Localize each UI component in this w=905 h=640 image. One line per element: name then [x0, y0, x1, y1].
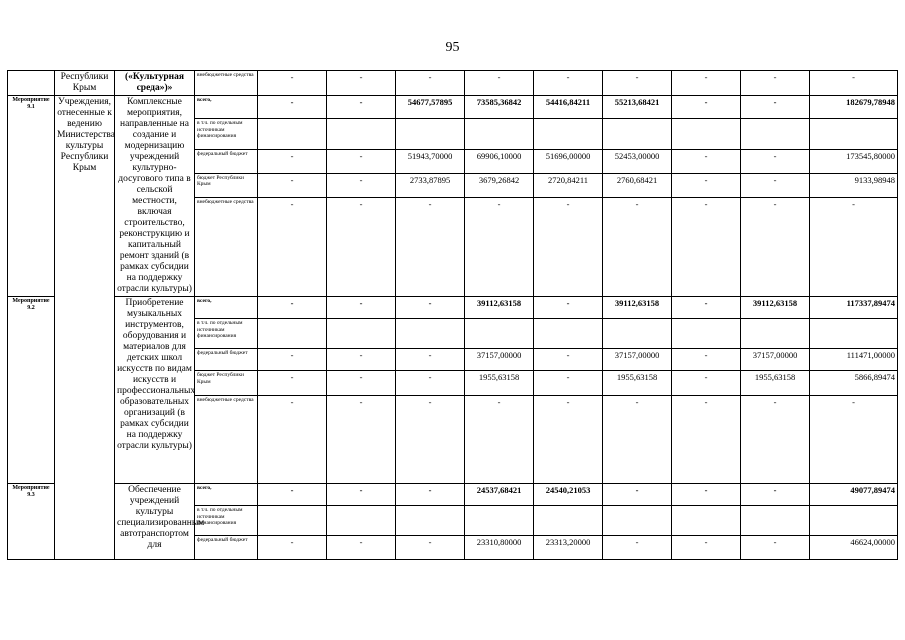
value-cell: - [672, 349, 741, 371]
value-cell: 1955,63158 [465, 371, 534, 396]
empty-cell [327, 506, 396, 536]
event-code-cell: Мероприятие 9.1 [8, 96, 55, 297]
value-cell: - [258, 371, 327, 396]
value-cell: 37157,00000 [465, 349, 534, 371]
value-cell: - [741, 197, 810, 296]
budget-table [7, 70, 898, 560]
empty-cell [258, 319, 327, 349]
empty-cell [810, 119, 898, 149]
funding-source-cell: в т.ч. по отдельным источникам финансирования [195, 319, 258, 349]
empty-cell [327, 119, 396, 149]
empty-cell [672, 119, 741, 149]
value-cell: - [258, 297, 327, 319]
value-cell: 37157,00000 [603, 349, 672, 371]
value-cell: - [741, 484, 810, 506]
value-cell: - [327, 96, 396, 119]
page-number: 95 [445, 40, 460, 55]
value-cell: - [327, 536, 396, 560]
value-cell: 1955,63158 [741, 371, 810, 396]
empty-cell [672, 506, 741, 536]
funding-source-cell: бюджет Республики Крым [195, 173, 258, 197]
value-cell: 182679,78948 [810, 96, 898, 119]
value-cell: - [534, 197, 603, 296]
value-cell: 2760,68421 [603, 173, 672, 197]
value-cell: 3679,26842 [465, 173, 534, 197]
value-cell: - [258, 484, 327, 506]
value-cell: 24537,68421 [465, 484, 534, 506]
value-cell: - [465, 197, 534, 296]
value-cell: 1955,63158 [603, 371, 672, 396]
value-cell: - [327, 371, 396, 396]
value-cell: 73585,36842 [465, 96, 534, 119]
value-cell: - [258, 173, 327, 197]
funding-source-cell: всего, [195, 297, 258, 319]
table-row [8, 484, 898, 506]
value-cell: 23313,20000 [534, 536, 603, 560]
value-cell: - [327, 349, 396, 371]
value-cell: 37157,00000 [741, 349, 810, 371]
value-cell: - [741, 96, 810, 119]
value-cell: - [672, 96, 741, 119]
value-cell: - [672, 396, 741, 484]
table-row [8, 297, 898, 319]
value-cell: - [534, 396, 603, 484]
value-cell: 51943,70000 [396, 149, 465, 173]
responsible-cell: Учреждения, отнесенные к ведению Министерства культуры Республики Крым [55, 96, 115, 560]
responsible-cell: Республики Крым [55, 71, 115, 96]
value-cell: - [258, 96, 327, 119]
value-cell: - [396, 71, 465, 96]
value-cell: - [258, 149, 327, 173]
value-cell: 39112,63158 [741, 297, 810, 319]
value-cell: - [465, 71, 534, 96]
event-code-cell: Мероприятие 9.2 [8, 297, 55, 484]
value-cell: 24540,21053 [534, 484, 603, 506]
value-cell: 39112,63158 [603, 297, 672, 319]
value-cell: 69906,10000 [465, 149, 534, 173]
empty-cell [672, 319, 741, 349]
table-row [8, 96, 898, 119]
value-cell: - [327, 484, 396, 506]
value-cell: - [534, 297, 603, 319]
value-cell: - [396, 297, 465, 319]
empty-cell [741, 119, 810, 149]
value-cell: - [396, 349, 465, 371]
empty-cell [534, 506, 603, 536]
value-cell: - [327, 396, 396, 484]
value-cell: 23310,80000 [465, 536, 534, 560]
value-cell: - [741, 396, 810, 484]
value-cell: 39112,63158 [465, 297, 534, 319]
value-cell: 49077,89474 [810, 484, 898, 506]
value-cell: - [603, 484, 672, 506]
value-cell: - [327, 149, 396, 173]
funding-source-cell: всего, [195, 96, 258, 119]
value-cell: - [603, 396, 672, 484]
value-cell: - [810, 71, 898, 96]
value-cell: - [258, 396, 327, 484]
empty-cell [603, 319, 672, 349]
value-cell: - [396, 371, 465, 396]
value-cell: - [741, 149, 810, 173]
empty-cell [396, 319, 465, 349]
value-cell: 52453,00000 [603, 149, 672, 173]
value-cell: - [672, 197, 741, 296]
value-cell: 46624,00000 [810, 536, 898, 560]
value-cell: - [396, 197, 465, 296]
empty-cell [603, 506, 672, 536]
empty-cell [603, 119, 672, 149]
empty-cell [258, 506, 327, 536]
value-cell: - [396, 484, 465, 506]
empty-cell [741, 319, 810, 349]
value-cell: - [465, 396, 534, 484]
empty-cell [258, 119, 327, 149]
value-cell: 54677,57895 [396, 96, 465, 119]
value-cell: - [258, 197, 327, 296]
empty-cell [534, 319, 603, 349]
value-cell: - [327, 71, 396, 96]
event-name-cell: Приобретение музыкальных инструментов, оборудования и материалов для детских школ искусств по видам искусств и профессиональных образовательных организаций (в рамках субсидии на поддержку отрасли культуры) [115, 297, 195, 484]
event-code-cell: Мероприятие 9.3 [8, 484, 55, 560]
empty-cell [396, 506, 465, 536]
value-cell: - [672, 149, 741, 173]
value-cell: 54416,84211 [534, 96, 603, 119]
funding-source-cell: внебюджетные средства [195, 197, 258, 296]
value-cell: - [258, 349, 327, 371]
value-cell: - [258, 536, 327, 560]
value-cell: - [327, 173, 396, 197]
empty-cell [465, 319, 534, 349]
funding-source-cell: в т.ч. по отдельным источникам финансирования [195, 119, 258, 149]
funding-source-cell: бюджет Республики Крым [195, 371, 258, 396]
funding-source-cell: в т.ч. по отдельным источникам финансирования [195, 506, 258, 536]
funding-source-cell: федеральный бюджет [195, 349, 258, 371]
value-cell: 9133,98948 [810, 173, 898, 197]
value-cell: - [327, 197, 396, 296]
value-cell: - [534, 371, 603, 396]
value-cell: - [672, 371, 741, 396]
value-cell: 2733,87895 [396, 173, 465, 197]
value-cell: 55213,68421 [603, 96, 672, 119]
empty-cell [465, 506, 534, 536]
value-cell: - [534, 71, 603, 96]
event-name-cell: Обеспечение учреждений культуры специализированным автотранспортом для [115, 484, 195, 560]
value-cell: - [396, 396, 465, 484]
value-cell: - [603, 197, 672, 296]
value-cell: - [741, 71, 810, 96]
value-cell: - [396, 536, 465, 560]
funding-source-cell: внебюджетные средства [195, 71, 258, 96]
value-cell: 2720,84211 [534, 173, 603, 197]
value-cell: - [672, 484, 741, 506]
table-row [8, 71, 898, 96]
value-cell: - [603, 71, 672, 96]
empty-cell [327, 319, 396, 349]
value-cell: 117337,89474 [810, 297, 898, 319]
value-cell: - [810, 197, 898, 296]
funding-source-cell: федеральный бюджет [195, 536, 258, 560]
value-cell: - [672, 173, 741, 197]
value-cell: - [258, 71, 327, 96]
value-cell: 111471,00000 [810, 349, 898, 371]
empty-cell [810, 506, 898, 536]
value-cell: 51696,00000 [534, 149, 603, 173]
value-cell: 5866,89474 [810, 371, 898, 396]
value-cell: - [672, 536, 741, 560]
empty-cell [534, 119, 603, 149]
empty-cell [396, 119, 465, 149]
value-cell: - [327, 297, 396, 319]
value-cell: - [672, 71, 741, 96]
value-cell: - [603, 536, 672, 560]
funding-source-cell: внебюджетные средства [195, 396, 258, 484]
value-cell: - [741, 536, 810, 560]
event-name-cell: Комплексные мероприятия, направленные на создание и модернизацию учреждений культурно-досугового типа в сельской местности, включая строительство, реконструкцию и капитальный ремонт зданий (в рамках субсидии на поддержку отрасли культуры) [115, 96, 195, 297]
empty-cell [810, 319, 898, 349]
code-cell [8, 71, 55, 96]
funding-source-cell: федеральный бюджет [195, 149, 258, 173]
value-cell: - [672, 297, 741, 319]
value-cell: 173545,80000 [810, 149, 898, 173]
value-cell: - [741, 173, 810, 197]
empty-cell [741, 506, 810, 536]
funding-source-cell: всего, [195, 484, 258, 506]
empty-cell [465, 119, 534, 149]
value-cell: - [810, 396, 898, 484]
value-cell: - [534, 349, 603, 371]
event-name-cell: («Культурная среда»)» [115, 71, 195, 96]
